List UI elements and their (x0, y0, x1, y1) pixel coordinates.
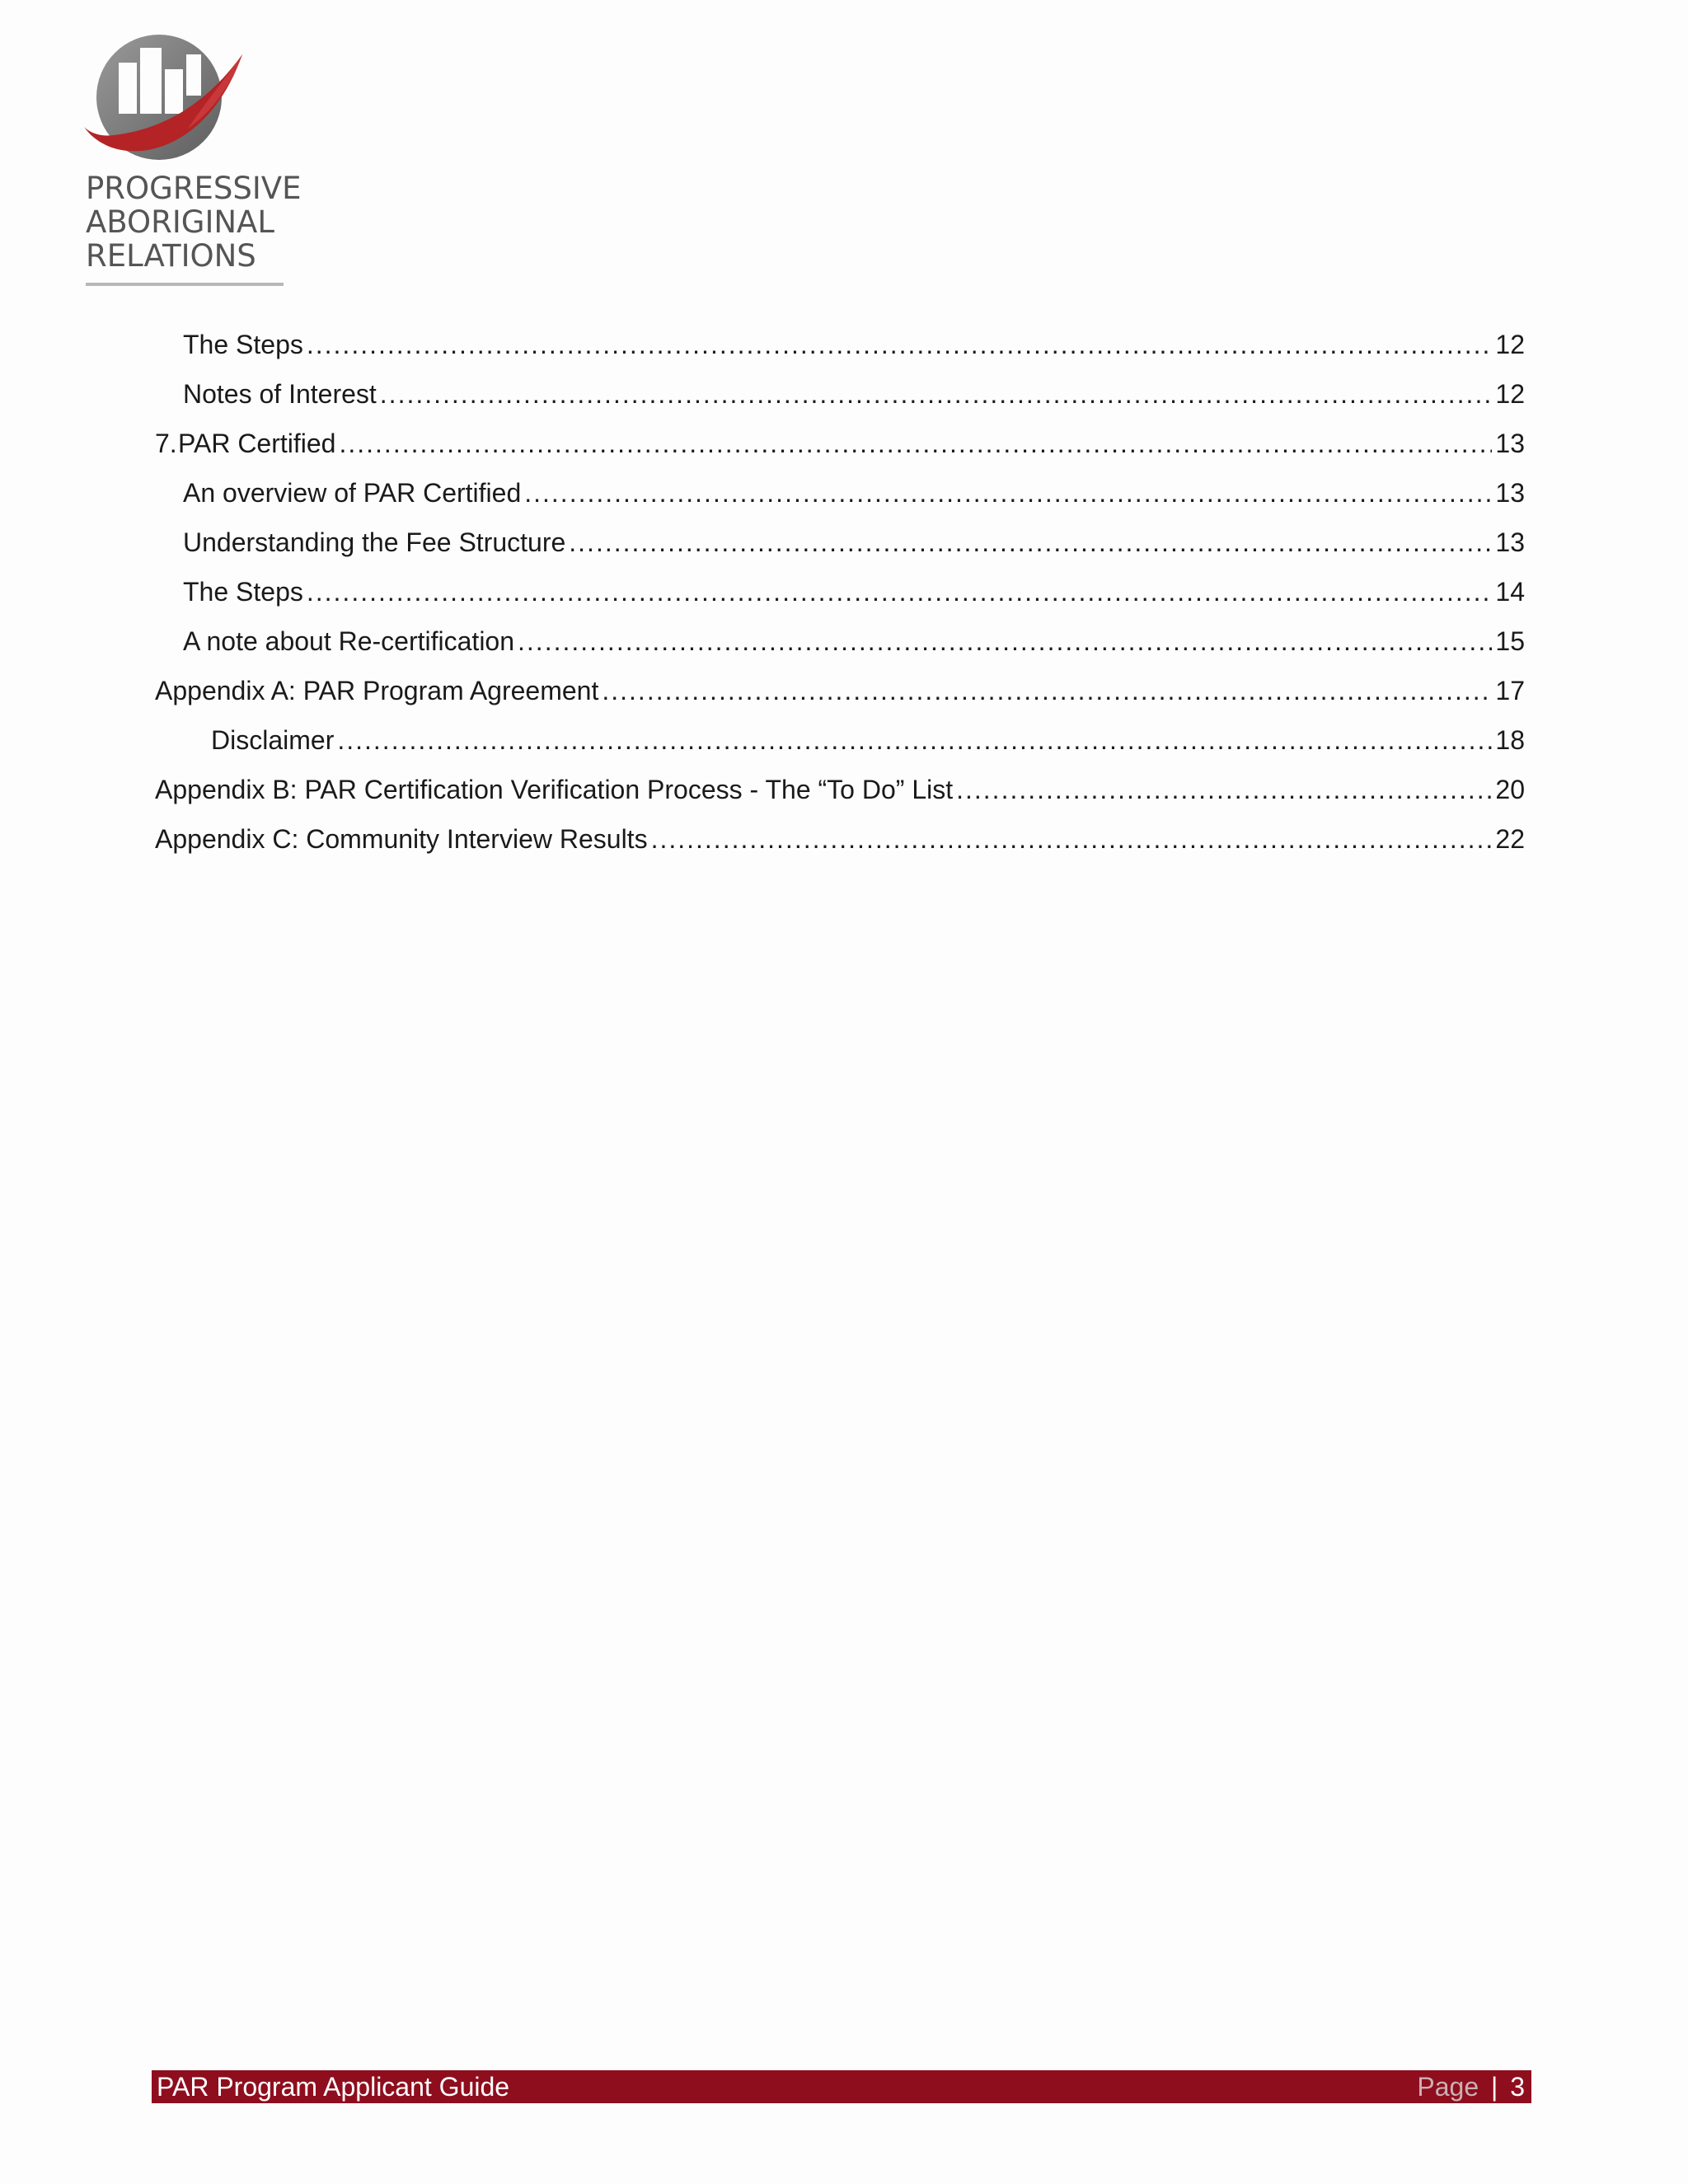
toc-entry-title: The Steps (183, 577, 303, 607)
toc-leader (602, 676, 1492, 706)
toc-entry-page: 18 (1495, 725, 1525, 755)
toc-entry[interactable] (155, 527, 1525, 569)
toc-leader (651, 824, 1493, 855)
toc-entry-page: 20 (1495, 775, 1525, 804)
toc-leader (307, 577, 1493, 607)
toc-entry[interactable] (155, 775, 1525, 816)
toc-entry-number: 7. (155, 429, 177, 458)
toc-entry-page: 13 (1495, 478, 1525, 508)
toc-entry-title: Appendix A: PAR Program Agreement (155, 676, 599, 705)
toc-leader (518, 626, 1492, 657)
toc-leader (569, 527, 1492, 558)
toc-entry-page: 15 (1495, 626, 1525, 656)
toc-entry-page: 22 (1495, 824, 1525, 854)
toc-entry[interactable] (155, 330, 1525, 371)
toc-entry-title: Appendix B: PAR Certification Verification Process - The “To Do” List (155, 775, 954, 804)
logo-line: PROGRESSIVE (86, 171, 302, 206)
page-footer (152, 2070, 1531, 2103)
toc-entry-page: 12 (1495, 379, 1525, 409)
company-logo (81, 30, 302, 293)
footer-separator: | (1491, 2071, 1498, 2102)
footer-page-label: Page (1417, 2071, 1479, 2102)
toc-entry[interactable] (155, 478, 1525, 519)
toc-entry-title: The Steps (183, 330, 303, 359)
toc-entry-page: 14 (1495, 577, 1525, 607)
toc-entry-page: 13 (1495, 527, 1525, 557)
toc-entry[interactable] (155, 379, 1525, 420)
toc-leader (337, 725, 1492, 756)
logo-mark-icon (81, 30, 262, 170)
toc-entry[interactable] (155, 824, 1525, 865)
toc-entry[interactable] (155, 676, 1525, 717)
toc-entry[interactable] (155, 626, 1525, 668)
toc-leader (956, 775, 1492, 805)
logo-line: RELATIONS (86, 238, 256, 274)
toc-leader (307, 330, 1493, 360)
toc-leader (524, 478, 1492, 509)
toc-entry-title: Appendix C: Community Interview Results (155, 824, 648, 854)
toc-entry[interactable] (155, 577, 1525, 618)
toc-entry-page: 17 (1495, 676, 1525, 705)
toc-entry-page: 12 (1495, 330, 1525, 359)
toc-entry-title: A note about Re-certification (183, 626, 515, 656)
footer-page-indicator (1417, 2072, 1525, 2102)
footer-document-title: PAR Program Applicant Guide (157, 2071, 510, 2102)
toc-entry-page: 13 (1495, 429, 1525, 458)
toc-leader (380, 379, 1493, 410)
logo-wordmark (86, 171, 301, 273)
toc-entry[interactable] (155, 725, 1525, 766)
toc-entry-title: Disclaimer (211, 725, 335, 755)
toc-entry-title: Understanding the Fee Structure (183, 527, 566, 557)
footer-page-number: 3 (1510, 2071, 1525, 2102)
logo-underline (86, 283, 284, 286)
toc-entry-title: Notes of Interest (183, 379, 377, 409)
toc-entry-title: An overview of PAR Certified (183, 478, 522, 508)
toc-leader (339, 429, 1492, 459)
toc-entry-title: PAR Certified (178, 429, 336, 458)
toc-entry[interactable] (155, 429, 1525, 470)
logo-line: ABORIGINAL (86, 204, 274, 240)
